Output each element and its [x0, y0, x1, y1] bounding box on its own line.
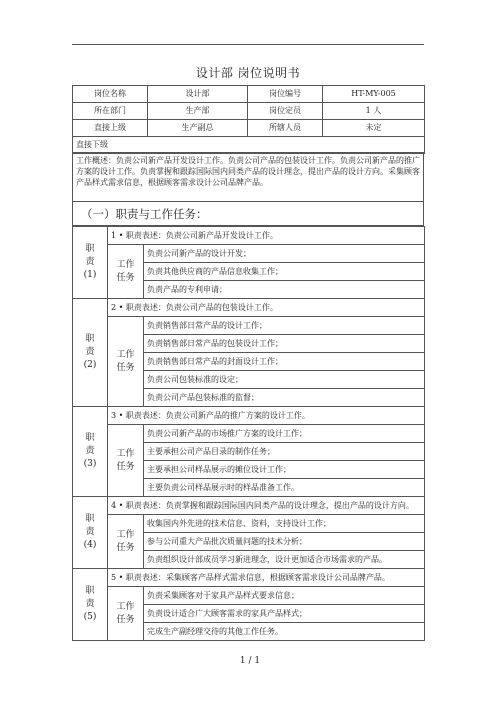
duties-table: [72, 226, 425, 641]
meta-row: [73, 86, 425, 103]
task-item: 参与公司重大产品批次质量问题的技术分析；: [144, 533, 425, 551]
duty-summary-row: [73, 299, 425, 317]
duty-number: (2): [83, 360, 97, 370]
meta-cell: 生产部: [148, 103, 248, 120]
meta-cell: 所在部门: [73, 103, 148, 120]
meta-row: [73, 120, 425, 137]
meta-cell: HT-MY-005: [323, 86, 425, 103]
meta-cell: 直接上级: [73, 120, 148, 137]
duty-label-text: 职: [85, 514, 95, 524]
meta-cell: 岗位定员: [248, 103, 323, 120]
task-item: 负责公司新产品的市场推广方案的设计工作；: [144, 425, 425, 443]
duty-summary-row: [73, 497, 425, 515]
task-item: 负责产品的专利申请；: [144, 281, 425, 299]
task-item: 负责其他供应商的产品信息收集工作；: [144, 263, 425, 281]
duty-number: (1): [83, 270, 97, 280]
duty-number: (4): [83, 540, 97, 550]
duty-summary-row: [73, 227, 425, 245]
document-title: 设计部 岗位说明书: [195, 66, 301, 80]
section-heading: （一）职责与工作任务：: [72, 202, 424, 226]
meta-row: [73, 103, 425, 120]
duty-label: [73, 407, 108, 497]
task-item: 负责采集顾客对于家具产品样式要求信息；: [144, 587, 425, 605]
task-label: [108, 425, 144, 497]
direct-subordinate-cell: 直接下级: [73, 137, 425, 154]
meta-cell: 生产副总: [148, 120, 248, 137]
task-label: [108, 515, 144, 569]
duty-label: [73, 227, 108, 299]
position-info-table: [72, 85, 425, 154]
meta-cell: 未定: [323, 120, 425, 137]
meta-row: [73, 137, 425, 154]
duty-label: [73, 299, 108, 407]
task-label-text: 工作: [116, 529, 135, 540]
duty-label: [73, 569, 108, 641]
meta-cell: 岗位编号: [248, 86, 323, 103]
duty-summary-row: [73, 407, 425, 425]
task-label: [108, 587, 144, 641]
duty-summary-row: [73, 569, 425, 587]
task-item: 负责销售部日常产品的设计工作；: [144, 317, 425, 335]
task-item: 完成生产副经理交待的其他工作任务。: [144, 623, 425, 641]
task-label-text: 工作: [116, 259, 135, 270]
task-item: 负责销售部日常产品的封面设计工作；: [144, 353, 425, 371]
task-row: [73, 245, 425, 263]
task-label-text: 工作: [116, 448, 135, 459]
duty-number: (3): [83, 459, 97, 469]
meta-cell: 设计部: [148, 86, 248, 103]
task-label-text: 任务: [116, 461, 135, 472]
task-label-text: 任务: [116, 614, 135, 625]
task-item: 负责销售部日常产品的包装设计工作；: [144, 335, 425, 353]
duty-label-text: 职: [85, 334, 95, 344]
duty-label-text: 职: [85, 433, 95, 443]
work-overview-label: 工作概述：: [76, 156, 116, 165]
duty-label-text: 职: [85, 586, 95, 596]
duty-label-text: 责: [85, 257, 95, 267]
task-row: [73, 587, 425, 605]
page-indicator: 1 / 1: [239, 656, 261, 666]
work-overview-text: 负责公司新产品开发设计工作。负责公司产品的包装设计工作。负责公司新产品的推广方案的设计工作。负责掌握和跟踪国际国内同类产品的设计理念，提出产品的设计方向。采集顾客产品样式需求信息，根据顾客需求设计公司品牌产品。: [76, 156, 420, 187]
task-label-text: 工作: [116, 349, 135, 360]
meta-cell: 岗位名称: [73, 86, 148, 103]
task-item: 负责设计适合广大顾客需求的家具产品样式；: [144, 605, 425, 623]
task-label: [108, 317, 144, 407]
duty-label: [73, 497, 108, 569]
duty-summary: 5 • 职责表述：采集顾客产品样式需求信息，根据顾客需求设计公司品牌产品。: [108, 569, 425, 587]
task-label-text: 任务: [116, 542, 135, 553]
duty-summary: 3 • 职责表述：负责公司新产品的推广方案的设计工作。: [108, 407, 425, 425]
task-row: [73, 515, 425, 533]
duty-label-text: 责: [85, 527, 95, 537]
task-label: [108, 245, 144, 299]
duty-label-text: 责: [85, 446, 95, 456]
task-row: [73, 425, 425, 443]
task-row: [73, 317, 425, 335]
header-rule: [72, 44, 424, 45]
duty-label-text: 责: [85, 599, 95, 609]
duty-label-text: 责: [85, 347, 95, 357]
task-item: 主要承担公司产品目录的制作任务；: [144, 443, 425, 461]
task-item: 负责组织设计部成员学习新进理念，设计更加适合市场需求的产品。: [144, 551, 425, 569]
task-item: 负责公司包装标准的设定；: [144, 371, 425, 389]
task-item: 负责公司新产品的设计开发；: [144, 245, 425, 263]
duty-number: (5): [83, 612, 97, 622]
task-item: 主要承担公司样品展示的摊位设计工作；: [144, 461, 425, 479]
task-label-text: 任务: [116, 362, 135, 373]
task-label-text: 任务: [116, 272, 135, 283]
meta-cell: 1 人: [323, 103, 425, 120]
task-label-text: 工作: [116, 601, 135, 612]
duty-summary: 2 • 职责表述：负责公司产品的包装设计工作。: [108, 299, 425, 317]
task-item: 负责公司产品包装标准的监督；: [144, 389, 425, 407]
work-overview: [72, 152, 424, 202]
duty-summary: 1 • 职责表述：负责公司新产品开发设计工作。: [108, 227, 425, 245]
task-item: 收集国内外先进的技术信息、资料，支持设计工作；: [144, 515, 425, 533]
task-item: 主要负责公司样品展示时的样品准备工作。: [144, 479, 425, 497]
duty-summary: 4 • 职责表述：负责掌握和跟踪国际国内同类产品的设计理念，提出产品的设计方向。: [108, 497, 425, 515]
meta-cell: 所辖人员: [248, 120, 323, 137]
duty-label-text: 职: [85, 244, 95, 254]
